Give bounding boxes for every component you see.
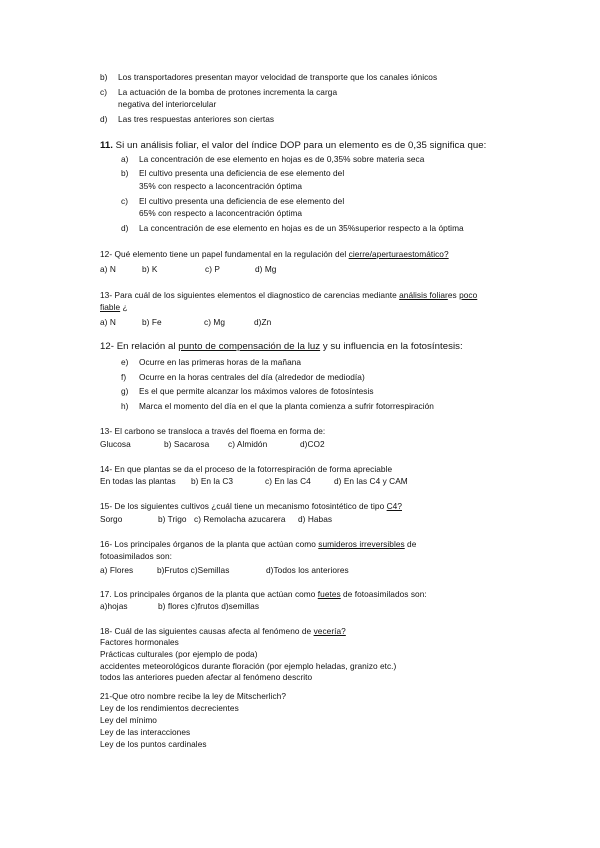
option-b: b) Los transportadores presentan mayor velocidad de transporte que los canales iónicos (100, 72, 438, 82)
q12a-option-c: c) P (205, 264, 220, 274)
q21-item-4: Ley de los puntos cardinales (100, 739, 207, 749)
question-15-stem: 15- De los siguientes cultivos ¿cuál tiene un mecanismo fotosintético de tipo C4? (100, 501, 402, 511)
q11-option-b: b) El cultivo presenta una deficiencia de ese elemento del (121, 168, 345, 178)
q13a-option-b: b) Fe (142, 317, 162, 327)
question-18-stem: 18- Cuál de las siguientes causas afecta al fenómeno de vecería? (100, 626, 346, 636)
question-16-stem-continued: fotoasimilados son: (100, 551, 172, 561)
q11-option-a: a) La concentración de ese elemento en hojas es de 0,35% sobre materia seca (121, 154, 425, 164)
q15-option-c: c) Remolacha azucarera (194, 514, 286, 524)
q13b-option-d: d)CO2 (300, 439, 325, 449)
question-11-stem: 11. Si un análisis foliar, el valor del índice DOP para un elemento es de 0,35 significa que: (100, 140, 487, 151)
q21-item-3: Ley de las interacciones (100, 727, 191, 737)
q17-option-bcd: b) flores c)frutos d)semillas (158, 601, 260, 611)
q13a-option-d: d)Zn (254, 317, 272, 327)
q12b-option-e: e) Ocurre en las primeras horas de la mañana (121, 357, 302, 367)
q18-item-1: Factores hormonales (100, 637, 179, 647)
q13b-option-c: c) Almidón (228, 439, 268, 449)
q11-option-c: c) El cultivo presenta una deficiencia de ese elemento del (121, 196, 345, 206)
q14-option-d: d) En las C4 y CAM (334, 476, 408, 486)
q12a-option-a: a) N (100, 264, 116, 274)
q16-option-d: d)Todos los anteriores (266, 565, 349, 575)
question-13a-stem: 13- Para cuál de los siguientes elementos el diagnostico de carencias mediante análisis foliares poco (100, 290, 478, 300)
q11-option-b-continued: 35% con respecto a laconcentración óptima (139, 181, 303, 191)
q14-option-c: c) En las C4 (265, 476, 311, 486)
q15-option-a: Sorgo (100, 514, 123, 524)
question-14-stem: 14- En que plantas se da el proceso de la fotorrespiración de forma apreciable (100, 464, 393, 474)
q12b-option-f: f) Ocurre en la horas centrales del día (alrededor de mediodía) (121, 372, 365, 382)
option-c: c) La actuación de la bomba de protones incrementa la carga (100, 87, 338, 97)
question-16-stem: 16- Los principales órganos de la planta que actúan como sumideros irreversibles de (100, 539, 417, 549)
q13b-option-a: Glucosa (100, 439, 131, 449)
option-d: d) Las tres respuestas anteriores son ciertas (100, 114, 275, 124)
q12b-option-h: h) Marca el momento del día en el que la planta comienza a sufrir fotorrespiración (121, 401, 434, 411)
q13a-option-c: c) Mg (204, 317, 225, 327)
q13a-option-a: a) N (100, 317, 116, 327)
q14-option-b: b) En la C3 (191, 476, 234, 486)
question-13a-stem-continued: fiable ¿ (100, 302, 128, 312)
q12b-option-g: g) Es el que permite alcanzar los máximos valores de fotosíntesis (121, 386, 374, 396)
question-12b-stem: 12- En relación al punto de compensación de la luz y su influencia en la fotosíntesis: (100, 341, 463, 352)
q11-option-d: d) La concentración de ese elemento en hojas es de un 35%superior respecto a la óptima (121, 223, 464, 233)
question-13b-stem: 13- El carbono se transloca a través del floema en forma de: (100, 426, 326, 436)
q13b-option-b: b) Sacarosa (164, 439, 210, 449)
q21-item-2: Ley del mínimo (100, 715, 157, 725)
q14-option-a: En todas las plantas (100, 476, 176, 486)
q16-option-a: a) Flores (100, 565, 134, 575)
option-c-continued: negativa del interiorcelular (118, 99, 217, 109)
q17-option-a: a)hojas (100, 601, 128, 611)
question-21-stem: 21-Que otro nombre recibe la ley de Mitscherlich? (100, 691, 286, 701)
q15-option-b: b) Trigo (158, 514, 187, 524)
q12a-option-b: b) K (142, 264, 158, 274)
q18-item-2: Prácticas culturales (por ejemplo de poda) (100, 649, 258, 659)
q16-option-bc: b)Frutos c)Semillas (157, 565, 230, 575)
q21-item-1: Ley de los rendimientos decrecientes (100, 703, 239, 713)
q12a-option-d: d) Mg (255, 264, 277, 274)
question-17-stem: 17. Los principales órganos de la planta que actúan como fuetes de fotoasimilados son: (100, 589, 427, 599)
q18-item-4: todos las anteriores pueden afectar al fenómeno descrito (100, 672, 313, 682)
q18-item-3: accidentes meteorológicos durante floración (por ejemplo heladas, granizo etc.) (100, 661, 397, 671)
q15-option-d: d) Habas (298, 514, 333, 524)
question-12a-stem: 12- Qué elemento tiene un papel fundamental en la regulación del cierre/aperturaestomático? (100, 249, 449, 259)
q11-option-c-continued: 65% con respecto a laconcentración óptima (139, 208, 303, 218)
